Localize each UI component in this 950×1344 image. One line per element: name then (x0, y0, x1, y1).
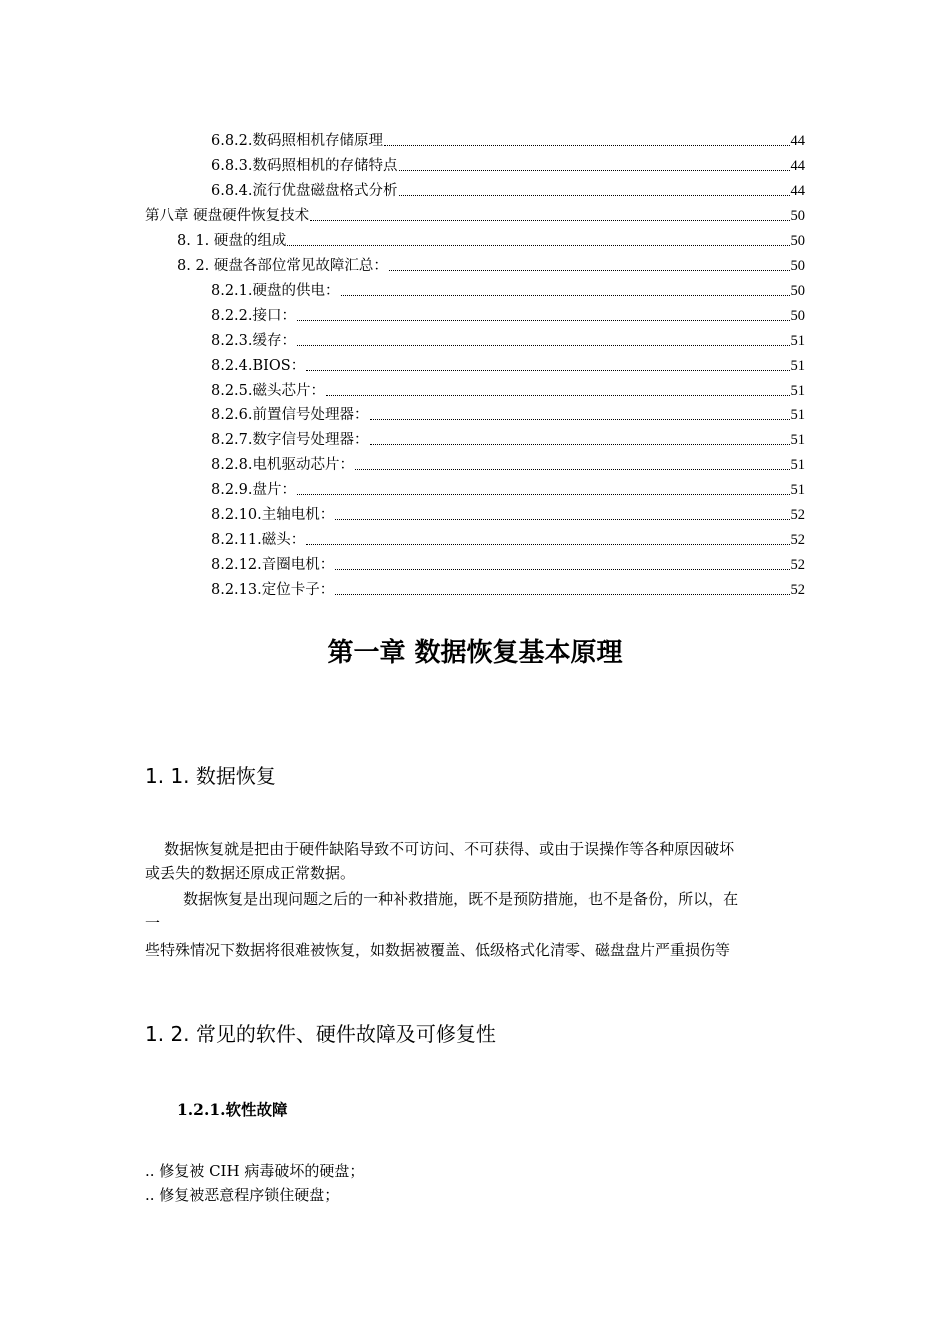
toc-entry[interactable] (211, 300, 805, 325)
toc-entry-page: 44 (790, 182, 805, 199)
toc-dot-leader (297, 345, 789, 346)
toc-dot-leader (370, 419, 790, 420)
section-heading-1-1: 1. 1. 数据恢复 (145, 764, 276, 788)
toc-entry-page: 51 (790, 357, 805, 374)
toc-entry-title: 8.2.1.硬盘的供电： (211, 282, 340, 299)
toc-dot-leader (335, 594, 789, 595)
toc-entry-page: 51 (790, 432, 805, 449)
toc-entry[interactable] (211, 449, 805, 474)
toc-entry[interactable] (211, 275, 805, 300)
toc-entry-title: 8. 2. 硬盘各部位常见故障汇总： (177, 257, 388, 274)
toc-entry-title: 8.2.5.磁头芯片： (211, 382, 326, 399)
toc-entry-page: 51 (790, 382, 805, 399)
toc-entry[interactable] (211, 150, 805, 175)
toc-entry[interactable] (145, 200, 805, 225)
toc-entry[interactable] (211, 399, 805, 424)
toc-entry-page: 51 (790, 482, 805, 499)
paragraph-line: 数据恢复就是把由于硬件缺陷导致不可访问、不可获得、或由于误操作等各种原因破坏 (145, 840, 735, 858)
toc-entry-page: 44 (790, 133, 805, 149)
toc-dot-leader (335, 519, 789, 520)
toc-dot-leader (306, 544, 789, 545)
paragraph-line: 一 (145, 914, 161, 932)
toc-entry-page: 51 (790, 457, 805, 474)
toc-dot-leader (370, 444, 790, 445)
toc-entry[interactable] (177, 225, 805, 250)
toc-entry-page: 52 (790, 557, 805, 574)
toc-entry[interactable] (211, 375, 805, 400)
section-heading-1-2: 1. 2. 常见的软件、硬件故障及可修复性 (145, 1022, 496, 1046)
toc-entry-title: 8.2.4.BIOS： (211, 357, 306, 374)
toc-entry-title: 8.2.6.前置信号处理器： (211, 407, 369, 424)
list-item: .. 修复被恶意程序锁住硬盘； (145, 1186, 340, 1204)
toc-dot-leader (297, 494, 789, 495)
toc-dot-leader (335, 569, 789, 570)
toc-entry[interactable] (211, 474, 805, 499)
subsection-heading-1-2-1: 1.2.1.软性故障 (177, 1100, 288, 1119)
toc-entry[interactable] (211, 424, 805, 449)
toc-dot-leader (399, 170, 790, 171)
toc-entry[interactable] (211, 125, 805, 150)
toc-dot-leader (399, 195, 790, 196)
toc-entry[interactable] (211, 574, 805, 599)
toc-entry[interactable] (211, 524, 805, 549)
toc-entry-page: 50 (790, 207, 805, 224)
toc-entry[interactable] (211, 325, 805, 350)
toc-entry-page: 50 (790, 282, 805, 299)
paragraph-line: 或丢失的数据还原成正常数据。 (145, 864, 356, 882)
toc-entry-page: 52 (790, 532, 805, 549)
toc-entry-page: 52 (790, 582, 805, 599)
toc-dot-leader (297, 320, 789, 321)
list-item: .. 修复被 CIH 病毒破坏的硬盘； (145, 1162, 365, 1180)
toc-entry[interactable] (211, 350, 805, 375)
toc-entry-title: 8.2.10.主轴电机： (211, 507, 335, 524)
toc-entry[interactable] (177, 250, 805, 275)
toc-entry-page: 51 (790, 407, 805, 424)
paragraph-line: 数据恢复是出现问题之后的一种补救措施，既不是预防措施，也不是备份，所以，在 (145, 890, 739, 908)
toc-dot-leader (326, 395, 789, 396)
toc-entry[interactable] (211, 499, 805, 524)
toc-dot-leader (389, 270, 790, 271)
toc-entry-title: 8.2.12.音圈电机： (211, 557, 335, 574)
toc-dot-leader (355, 469, 789, 470)
toc-entry-page: 50 (790, 307, 805, 324)
toc-entry-title: 6.8.4.流行优盘磁盘格式分析 (211, 182, 398, 199)
toc-entry-title: 8.2.3.缓存： (211, 332, 297, 349)
toc-entry-page: 44 (790, 157, 805, 174)
toc-entry-page: 51 (790, 332, 805, 349)
toc-entry-page: 52 (790, 507, 805, 524)
toc-dot-leader (310, 220, 789, 221)
toc-entry-title: 8.2.11.磁头： (211, 532, 306, 549)
toc-entry-title: 6.8.3.数码照相机的存储特点 (211, 157, 398, 174)
toc-entry-title: 8.2.13.定位卡子： (211, 582, 335, 599)
toc-dot-leader (287, 245, 789, 246)
toc-entry-title: 第八章 硬盘硬件恢复技术 (145, 207, 310, 224)
toc-entry-title: 6.8.2.数码照相机存储原理 (211, 133, 384, 149)
toc-entry-page: 50 (790, 257, 805, 274)
toc-entry-title: 8.2.8.电机驱动芯片： (211, 457, 355, 474)
toc-entry-title: 8.2.2.接口： (211, 307, 297, 324)
toc-dot-leader (341, 295, 790, 296)
toc-entry-title: 8.2.9.盘片： (211, 482, 297, 499)
toc-entry-title: 8. 1. 硬盘的组成 (177, 232, 287, 249)
toc-entry[interactable] (211, 549, 805, 574)
toc-dot-leader (306, 370, 789, 371)
toc-entry[interactable] (211, 175, 805, 200)
chapter-title: 第一章 数据恢复基本原理 (327, 638, 623, 668)
toc-entry-title: 8.2.7.数字信号处理器： (211, 432, 369, 449)
toc-dot-leader (384, 145, 789, 146)
paragraph-line: 些特殊情况下数据将很难被恢复，如数据被覆盖、低级格式化清零、磁盘盘片严重损伤等 (145, 941, 731, 959)
toc-entry-page: 50 (790, 232, 805, 249)
